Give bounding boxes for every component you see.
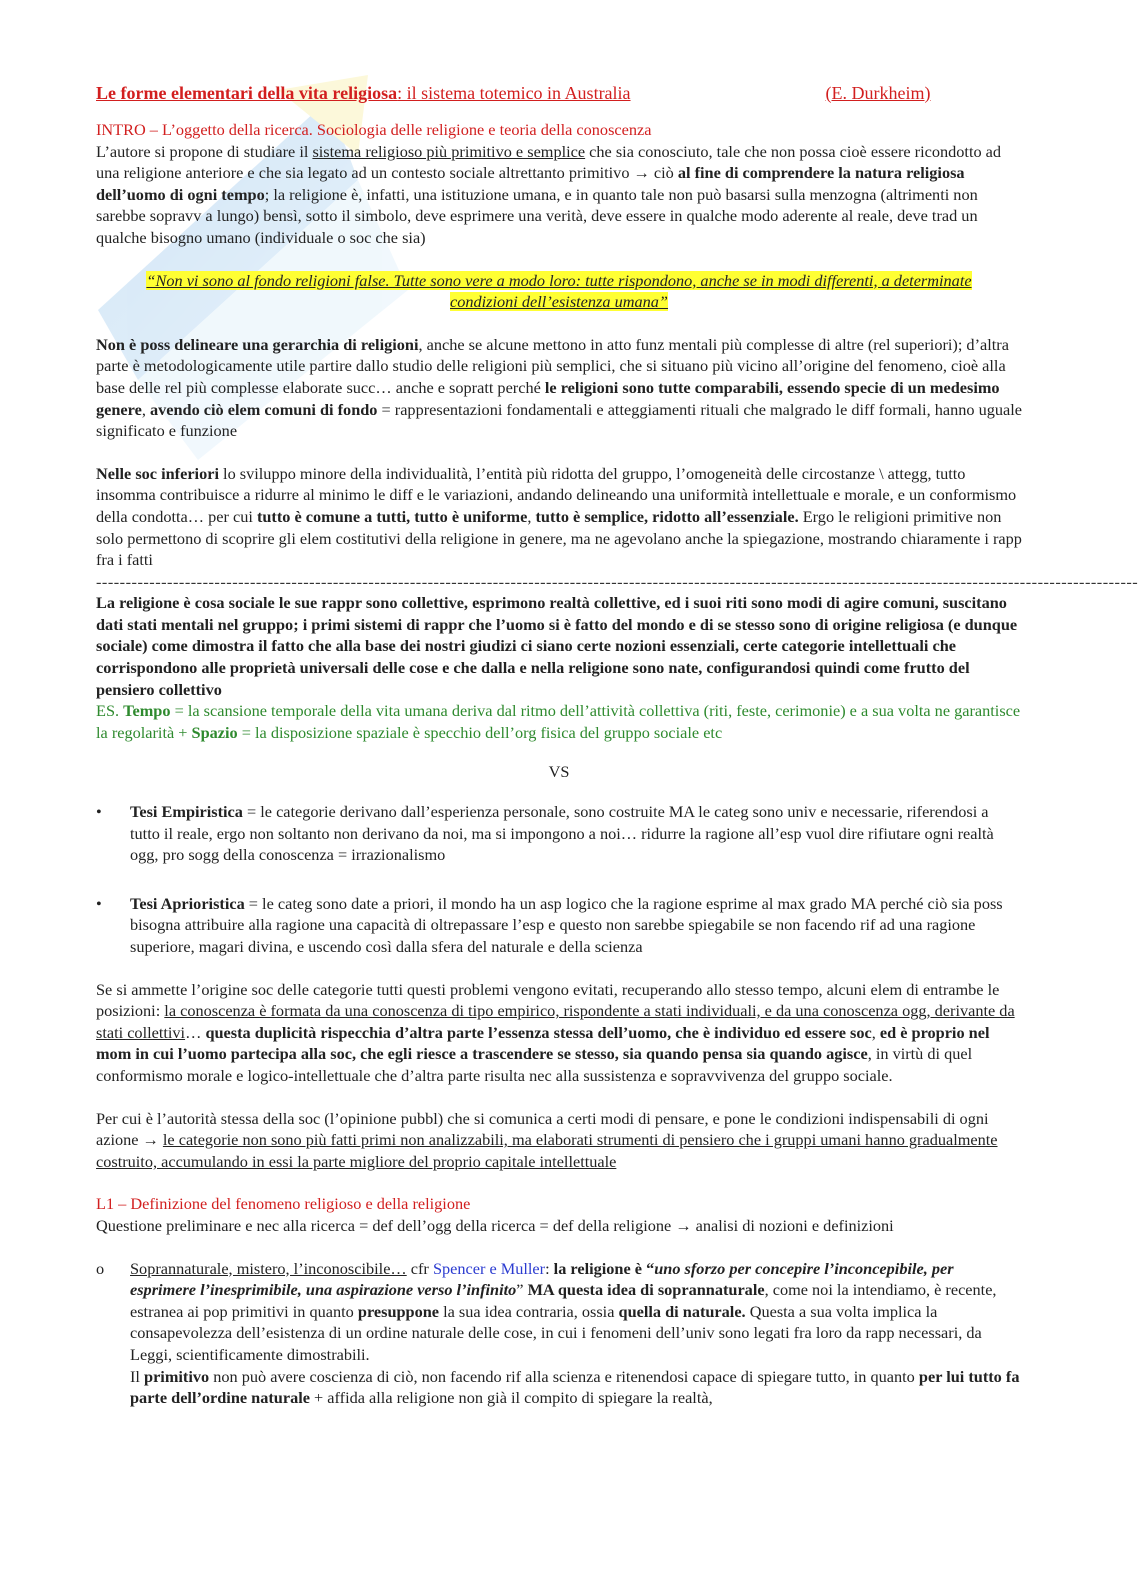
intro-paragraph-4: La religione è cosa sociale le sue rappr sono collettive, esprimono realtà collettive, ed i suoi riti sono modi di agire comuni, suscitano dati stati mentali nel gruppo; i primi sistemi di rappr che l’uomo si è fatto del mondo e di se stesso sono di origine religiosa (e dunque sociale) come dimostra il fatto che alla base dei nostri giudizi ci siano certe nozioni essenziali, certe categorie intellettuali che corrispondono alle proprietà universali delle cose e che dalla e nella religione sono nate, configurandosi quindi come frutto del pensiero collettivo: [96, 593, 1018, 699]
document-page: [96, 78, 1138, 1409]
list-item: • Tesi Aprioristica = le categ sono date a priori, il mondo ha un asp logico che la ragione esprime al max grado MA perché ciò sia poss bisogna attribuire alla ragione una capacità di oltrepassare l’esp e questo non sarebbe spiegabile se non facendo rif ad una ragione superiore, magari divina, e uscendo così dalla sfera del naturale e della scienza: [96, 893, 1003, 956]
intro-paragraph-5: Se si ammette l’origine soc delle categorie tutti questi problemi vengono evitati, recuperando allo stesso tempo, alcuni elem di entrambe le posizioni: la conoscenza è formata da una conoscenza di tipo empirico, rispondente a stati individuali, e da una conoscenza ogg, derivante da stati collettivi… questa duplicità rispecchia d’altra parte l’essenza stessa dell’uomo, che è individuo ed essere soc, ed è proprio nel mom in cui l’uomo partecipa alla soc, che egli riesce a trascendere se stesso, sia quando pensa sia quando agisce, in virtù di quel conformismo morale e logico-intellettuale che d’altra parte risulta nec alla sussistenza e sopravvivenza del gruppo sociale.: [96, 979, 1015, 1085]
list-item: • Tesi Empiristica = le categorie derivano dall’esperienza personale, sono costruite MA le categ sono univ e necessarie, riferendosi a tutto il reale, ergo non soltanto non derivano da noi, ma si impongono a noi… ridurre la ragione all’esp vuol dire rifiutare ogni realtà ogg, pro sogg della conoscenza = irrazionalismo: [96, 802, 994, 865]
vs-label: VS: [548, 762, 570, 782]
intro-paragraph-6: Per cui è l’autorità stessa della soc (l’opinione pubbl) che si comunica a certi modi di pensare, e pone le condizioni indispensabili di ogni azione → le categorie non sono più fatti primi non analizzabili, ma elaborati strumenti di pensiero che i gruppi umani hanno gradualmente costruito, accumulando in essi la parte migliore del proprio capitale intellettuale: [96, 1108, 998, 1171]
intro-paragraph-2: Non è poss delineare una gerarchia di religioni, anche se alcune mettono in atto funz mentali più complesse di altre (rel superiori); d’altra parte è metodologicamente utile partire dallo studio delle religioni più semplici, che si situano più vicino all’origine del fenomeno, cioè alla base delle rel più complesse elaborate succ… anche e sopratt perché le religioni sono tutte comparabili, essendo specie di un medesimo genere, avendo ciò elem comuni di fondo = rappresentazioni fondamentali e atteggiamenti rituali che malgrado le diff formali, hanno uguale significato e funzione: [96, 334, 1022, 441]
title-rest: : il sistema totemico in Australia: [397, 83, 631, 103]
intro-paragraph-3: Nelle soc inferiori lo sviluppo minore della individualità, l’entità più ridotta del gruppo, l’omogeneità delle circostanze \ attegg, tutto insomma contribuisce a ridurre al minimo le diff e le variazioni, andando delineando una uniformità intellettuale e morale, e un conformismo della condotta… per cui tutto è comune a tutti, tutto è uniforme, tutto è semplice, ridotto all’essenziale. Ergo le religioni primitive non solo permettono di scoprire gli elem costitutivi della religione in genere, ma ne agevolano anche la spiegazione, mostrando chiaramente i rapp fra i fatti: [96, 463, 1022, 570]
title-main: Le forme elementari della vita religiosa: [96, 83, 398, 103]
bullet-icon: •: [96, 802, 102, 822]
example-paragraph: ES. Tempo = la scansione temporale della vita umana deriva dal ritmo dell’attività collettiva (riti, feste, cerimonie) e a sua volta ne garantisce la regolarità + Spazio = la disposizione spaziale è specchio dell’org fisica del gruppo sociale etc: [96, 701, 1021, 742]
l1-heading: L1 – Definizione del fenomeno religioso e della religione: [96, 1194, 471, 1214]
dashed-separator: --------------------------------------------------------------------------------------------------------------------------------------------------------------------------------: [96, 571, 1138, 591]
list-item: o Soprannaturale, mistero, l’inconoscibile… cfr Spencer e Muller: la religione è “uno sforzo per concepire l’inconcepibile, per esprimere l’inesprimibile, una aspirazione verso l’infinito” MA questa idea di soprannaturale, come noi la intendiamo, è recente, estranea ai pop primitivi in quanto presuppone la sua idea contraria, ossia quella di naturale. Questa a sua volta implica la consapevolezza dell’esistenza di un ordine naturale delle cose, in cui i fenomeni dell’univ sono legati fra loro da rapp necessari, da Leggi, scientificamente dimostrabili. Il primitivo non può avere coscienza di ciò, non facendo rif alla scienza e ritenendosi capace di spiegare tutto, in quanto per lui tutto fa parte dell’ordine naturale + affida alla religione non già il compito di spiegare la realtà,: [96, 1258, 1020, 1408]
title-author: (E. Durkheim): [825, 83, 931, 103]
intro-heading: INTRO – L’oggetto della ricerca. Sociologia delle religione e teoria della conoscenza: [96, 120, 652, 139]
intro-paragraph-1: L’autore si propone di studiare il sistema religioso più primitivo e semplice che sia conosciuto, tale che non possa cioè essere ricondotto ad una religione anteriore e che sia legato ad un contesto sociale altrettanto primitivo → ciò al fine di comprendere la natura religiosa dell’uomo di ogni tempo; la religione è, infatti, una istituzione umana, e in quanto tale non può basarsi sulla menzogna (altrimenti non sarebbe sopravv a lungo) bensì, sotto il simbolo, deve esprimere una verità, deve essere in qualche modo aderente al reale, deve trad un qualche bisogno umano (individuale o soc che sia): [96, 141, 1002, 247]
highlighted-quote: “Non vi sono al fondo religioni false. Tutte sono vere a modo loro: tutte rispondono, anche se in modi differenti, a determinate condizioni dell’esistenza umana”: [146, 270, 972, 312]
bullet-icon: •: [96, 893, 102, 913]
theses-list: [96, 801, 1022, 958]
l1-paragraph-1: Questione preliminare e nec alla ricerca = def dell’ogg della ricerca = def della religione → analisi di nozioni e definizioni: [96, 1215, 894, 1235]
circle-bullet-icon: o: [96, 1258, 105, 1278]
l1-list: [96, 1258, 1022, 1409]
document-title: [96, 82, 1022, 105]
